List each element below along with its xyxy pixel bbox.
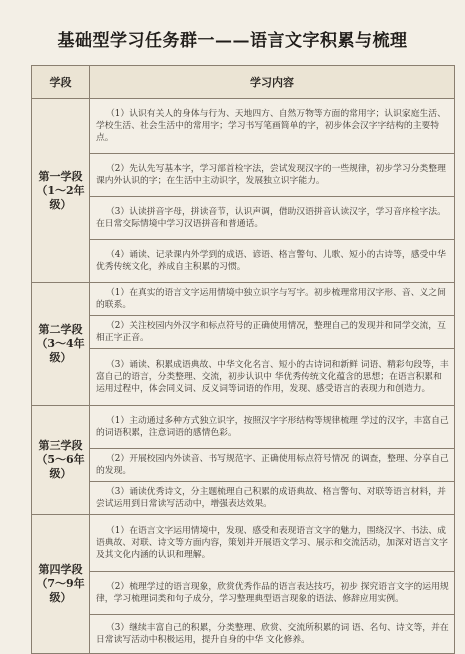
stage-grades: （1～2年级）	[36, 183, 85, 211]
table-row	[32, 240, 455, 283]
learning-content-table	[31, 65, 455, 654]
content-cell: （1）在语言文字运用情境中，发现、感受和表现语言文字的魅力，围绕汉字、书法、成语典故、对联、诗文等方面内容，策划并开展语文学习、展示和交流活动，加深对语言文字及其文化内涵的认识和理解。	[90, 515, 455, 572]
stage-grades: （7～9年级）	[36, 577, 85, 604]
stage-4-cell	[32, 515, 90, 654]
header-content: 学习内容	[90, 66, 455, 99]
table-row	[32, 572, 455, 615]
table-row	[32, 615, 455, 654]
table-row	[32, 482, 455, 515]
table-row	[32, 349, 455, 406]
stage-name: 第二学段	[38, 323, 83, 336]
table-row	[32, 515, 455, 572]
stage-name: 第一学段	[38, 169, 83, 183]
stage-name: 第四学段	[38, 563, 83, 576]
table-row	[32, 99, 455, 154]
stage-grades: （5～6年级）	[36, 453, 85, 480]
content-cell: （2）先认先写基本字，学习部首检字法，尝试发现汉字的一些规律，初步学习分类整理课内外认识的字；在生活中主动识字，发展独立识字能力。	[90, 154, 455, 197]
stage-grades: （3～4年级）	[36, 337, 85, 364]
table-row	[32, 406, 455, 449]
content-cell: （3）认读拼音字母，拼读音节，认识声调，借助汉语拼音认读汉字，学习音序检字法。在日常交际情境中学习汉语拼音和普通话。	[90, 197, 455, 240]
table-row	[32, 154, 455, 197]
table-row	[32, 316, 455, 349]
content-cell: （2）开展校园内外读音、书写规范字、正确使用标点符号情况 的调查，整理、分享自己的发现。	[90, 449, 455, 482]
content-cell: （1）在真实的语言文字运用情境中独立识字与写字。初步梳理常用汉字形、音、义之间的联系。	[90, 283, 455, 316]
content-cell: （4）诵读、记录课内外学到的成语、谚语、格言警句、儿歌、短小的古诗等，感受中华优秀传统文化，养成自主积累的习惯。	[90, 240, 455, 283]
content-cell: （2）关注校园内外汉字和标点符号的正确使用情况，整理自己的发现并和同学交流，互相正字正音。	[90, 316, 455, 349]
table-header-row	[32, 66, 455, 99]
content-cell: （3）继续丰富自己的积累，分类整理、欣赏、交流所积累的词 语、名句、诗文等，并在日常读写活动中积极运用，提升自身的中华 文化修养。	[90, 615, 455, 654]
header-stage: 学段	[32, 66, 90, 99]
table-row	[32, 197, 455, 240]
content-cell: （1）认识有关人的身体与行为、天地四方、自然万物等方面的常用字；认识家庭生活、学校生活、社会生活中的常用字；学习书写笔画简单的字，初步体会汉字字结构的主要特点。	[90, 99, 455, 154]
stage-3-cell	[32, 406, 90, 515]
table-row	[32, 449, 455, 482]
content-cell: （3）诵读优秀诗文，分主题梳理自己积累的成语典故、格言警句、对联等语言材料，并尝试运用到日常读写活动中，增强表达效果。	[90, 482, 455, 515]
stage-name: 第三学段	[38, 439, 83, 452]
stage-2-cell	[32, 283, 90, 406]
content-cell: （1）主动通过多种方式独立识字，按照汉字字形结构等规律梳理 学过的汉字，丰富自己的词语积累，注意词语的感情色彩。	[90, 406, 455, 449]
content-cell: （2）梳理学过的语言现象，欣赏优秀作品的语言表达技巧，初步 探究语言文字的运用规律，学习梳理词类和句子成分，学习整理典型语言现象的语法、修辞应用实例。	[90, 572, 455, 615]
stage-1-cell	[32, 99, 90, 283]
table-row	[32, 283, 455, 316]
content-cell: （3）诵读、积累成语典故、中华文化名言、短小的古诗词和新鲜 词语、精彩句段等，丰富自己的语言，分类整理、交流，初步认识中 华优秀传统文化蕴含的思想；在语言积累和运用过程中，体会同义词、反义词等词语的作用，发现、感受语言的表现力和创造力。	[90, 349, 455, 406]
page-title: 基础型学习任务群一——语言文字积累与梳理	[57, 31, 408, 51]
